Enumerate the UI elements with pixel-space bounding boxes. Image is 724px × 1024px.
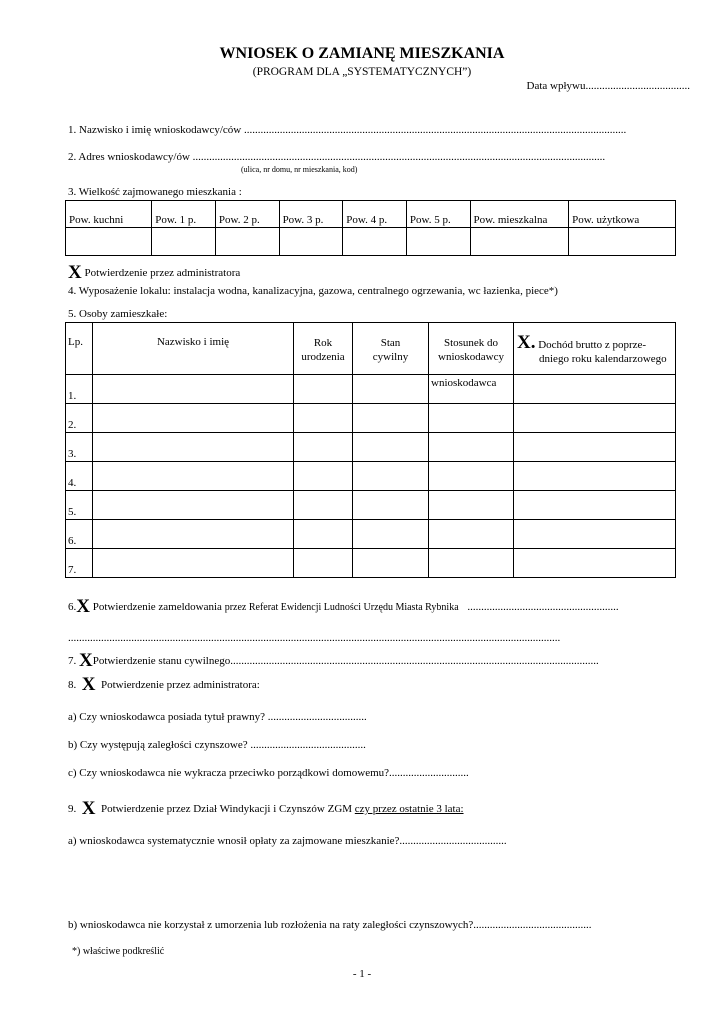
area-value-room5[interactable] <box>406 228 470 256</box>
resident-relation-cell[interactable] <box>429 404 514 433</box>
resident-birthyear-cell[interactable] <box>294 404 353 433</box>
apartment-size-label: 3. Wielkość zajmowanego mieszkania : <box>68 186 242 198</box>
area-value-room1[interactable] <box>152 228 216 256</box>
resident-status-cell[interactable] <box>353 375 429 404</box>
resident-relation-cell[interactable] <box>429 491 514 520</box>
registration-continuation-line[interactable]: ................................................................................................................................................................................... <box>68 632 561 644</box>
resident-status-cell[interactable] <box>353 404 429 433</box>
row-number: 3. <box>66 433 93 462</box>
applicant-address-field[interactable]: 2. Adres wnioskodawcy/ów ...................................................................................................................................................... <box>68 151 606 163</box>
resident-relation-cell[interactable] <box>429 433 514 462</box>
question-legal-title[interactable]: a) Czy wnioskodawca posiada tytuł prawny? .................................... <box>68 711 367 723</box>
area-header-living: Pow. mieszkalna <box>470 201 569 228</box>
area-value-usable[interactable] <box>569 228 676 256</box>
row-number: 6. <box>66 520 93 549</box>
resident-name-cell[interactable] <box>93 433 294 462</box>
page-number: - 1 - <box>352 968 372 980</box>
x-mark: X <box>81 674 96 695</box>
resident-birthyear-cell[interactable] <box>294 462 353 491</box>
marital-status-confirmation <box>68 648 599 670</box>
resident-relation-cell[interactable] <box>429 520 514 549</box>
applicant-name-field[interactable]: 1. Nazwisko i imię wnioskodawcy/ców ........................................................................................................................................... <box>68 124 627 136</box>
resident-relation-cell: wnioskodawca <box>429 375 514 404</box>
status-line2: cywilny <box>372 351 409 363</box>
receipt-date-field[interactable]: Data wpływu...................................... <box>526 80 690 92</box>
residents-header-lp: Lp. <box>66 323 93 375</box>
relation-line2: wnioskodawcy <box>438 351 504 363</box>
residents-table <box>65 322 676 578</box>
area-header-room2: Pow. 2 p. <box>215 201 279 228</box>
resident-birthyear-cell[interactable] <box>294 549 353 578</box>
x-mark: X <box>76 596 90 617</box>
section-number: 8. <box>68 679 77 691</box>
footnote: *) właściwe podkreślić <box>72 946 165 957</box>
area-value-living[interactable] <box>470 228 569 256</box>
resident-relation-cell[interactable] <box>429 549 514 578</box>
resident-status-cell[interactable] <box>353 520 429 549</box>
row-number: 5. <box>66 491 93 520</box>
registration-authority: przez Referat Ewidencji Ludności Urzędu Miasta Rybnika <box>224 602 459 613</box>
area-header-usable: Pow. użytkowa <box>569 201 676 228</box>
admin-confirmation <box>68 260 240 282</box>
row-number: 2. <box>66 404 93 433</box>
resident-status-cell[interactable] <box>353 549 429 578</box>
resident-name-cell[interactable] <box>93 549 294 578</box>
question-no-debt-relief[interactable]: b) wnioskodawca nie korzystał z umorzenia lub rozłożenia na raty zaległości czynszowych?........................................... <box>68 919 592 931</box>
section-number: 9. <box>68 803 77 815</box>
administrator-label: Potwierdzenie przez administratora: <box>100 679 260 691</box>
section-number: 7. <box>68 655 77 667</box>
collections-confirmation <box>68 796 464 818</box>
birthyear-line2: urodzenia <box>301 351 345 363</box>
registration-confirmation <box>68 594 619 616</box>
administrator-confirmation <box>68 672 260 694</box>
resident-income-cell[interactable] <box>514 549 676 578</box>
area-header-kitchen: Pow. kuchni <box>66 201 152 228</box>
resident-status-cell[interactable] <box>353 433 429 462</box>
equipment-line: 4. Wyposażenie lokalu: instalacja wodna, kanalizacyjna, gazowa, centralnego ogrzewania, wc łazienka, piece*) <box>68 285 558 297</box>
residents-label: 5. Osoby zamieszkałe: <box>68 308 168 320</box>
resident-birthyear-cell[interactable] <box>294 375 353 404</box>
x-mark: X <box>68 262 82 283</box>
section-number: 6. <box>68 601 77 613</box>
form-subtitle: (PROGRAM DLA „SYSTEMATYCZNYCH”) <box>252 66 472 78</box>
residents-header-income <box>514 323 676 375</box>
resident-name-cell[interactable] <box>93 375 294 404</box>
x-mark: X. <box>517 332 536 353</box>
x-mark: X <box>79 650 93 671</box>
area-table <box>65 200 676 256</box>
admin-confirmation-label: Potwierdzenie przez administratora <box>84 267 241 279</box>
row-number: 1. <box>66 375 93 404</box>
resident-status-cell[interactable] <box>353 491 429 520</box>
area-value-room4[interactable] <box>343 228 407 256</box>
income-line1: Dochód brutto z poprze- <box>538 339 647 351</box>
resident-relation-cell[interactable] <box>429 462 514 491</box>
collections-period: czy przez ostatnie 3 lata: <box>354 803 464 815</box>
collections-label: Potwierdzenie przez Dział Windykacji i Czynszów ZGM <box>100 803 353 815</box>
address-hint: (ulica, nr domu, nr mieszkania, kod) <box>241 165 358 174</box>
resident-income-cell[interactable] <box>514 491 676 520</box>
row-number: 7. <box>66 549 93 578</box>
birthyear-line1: Rok <box>313 337 333 349</box>
residents-header-name: Nazwisko i imię <box>93 323 294 375</box>
resident-income-cell[interactable] <box>514 375 676 404</box>
resident-income-cell[interactable] <box>514 404 676 433</box>
resident-birthyear-cell[interactable] <box>294 520 353 549</box>
row-number: 4. <box>66 462 93 491</box>
resident-name-cell[interactable] <box>93 520 294 549</box>
income-line2: dniego roku kalendarzowego <box>539 353 667 365</box>
area-header-room5: Pow. 5 p. <box>406 201 470 228</box>
question-rent-arrears[interactable]: b) Czy występują zaległości czynszowe? .......................................... <box>68 739 366 751</box>
residents-header-status <box>353 323 429 375</box>
status-line1: Stan <box>380 337 401 349</box>
resident-birthyear-cell[interactable] <box>294 433 353 462</box>
form-title: WNIOSEK O ZAMIANĘ MIESZKANIA <box>219 45 505 62</box>
resident-income-cell[interactable] <box>514 462 676 491</box>
registration-label: Potwierdzenie zameldowania <box>92 601 222 613</box>
area-value-kitchen[interactable] <box>66 228 152 256</box>
residents-header-birthyear <box>294 323 353 375</box>
resident-name-cell[interactable] <box>93 404 294 433</box>
resident-income-cell[interactable] <box>514 520 676 549</box>
resident-birthyear-cell[interactable] <box>294 491 353 520</box>
resident-status-cell[interactable] <box>353 462 429 491</box>
area-value-room3[interactable] <box>279 228 343 256</box>
question-regular-payments[interactable]: a) wnioskodawca systematycznie wnosił opłaty za zajmowane mieszkanie?....................................... <box>68 835 507 847</box>
resident-name-cell[interactable] <box>93 462 294 491</box>
area-header-room4: Pow. 4 p. <box>343 201 407 228</box>
residents-header-relation <box>429 323 514 375</box>
resident-name-cell[interactable] <box>93 491 294 520</box>
area-header-room1: Pow. 1 p. <box>152 201 216 228</box>
area-header-room3: Pow. 3 p. <box>279 201 343 228</box>
registration-dots[interactable]: ....................................................... <box>467 601 619 613</box>
x-mark: X <box>81 798 96 819</box>
resident-income-cell[interactable] <box>514 433 676 462</box>
question-house-rules[interactable]: c) Czy wnioskodawca nie wykracza przeciwko porządkowi domowemu?............................. <box>68 767 469 779</box>
area-value-room2[interactable] <box>215 228 279 256</box>
relation-line1: Stosunek do <box>443 337 499 349</box>
marital-status-label[interactable]: Potwierdzenie stanu cywilnego...................................................................................................................................... <box>92 655 599 667</box>
